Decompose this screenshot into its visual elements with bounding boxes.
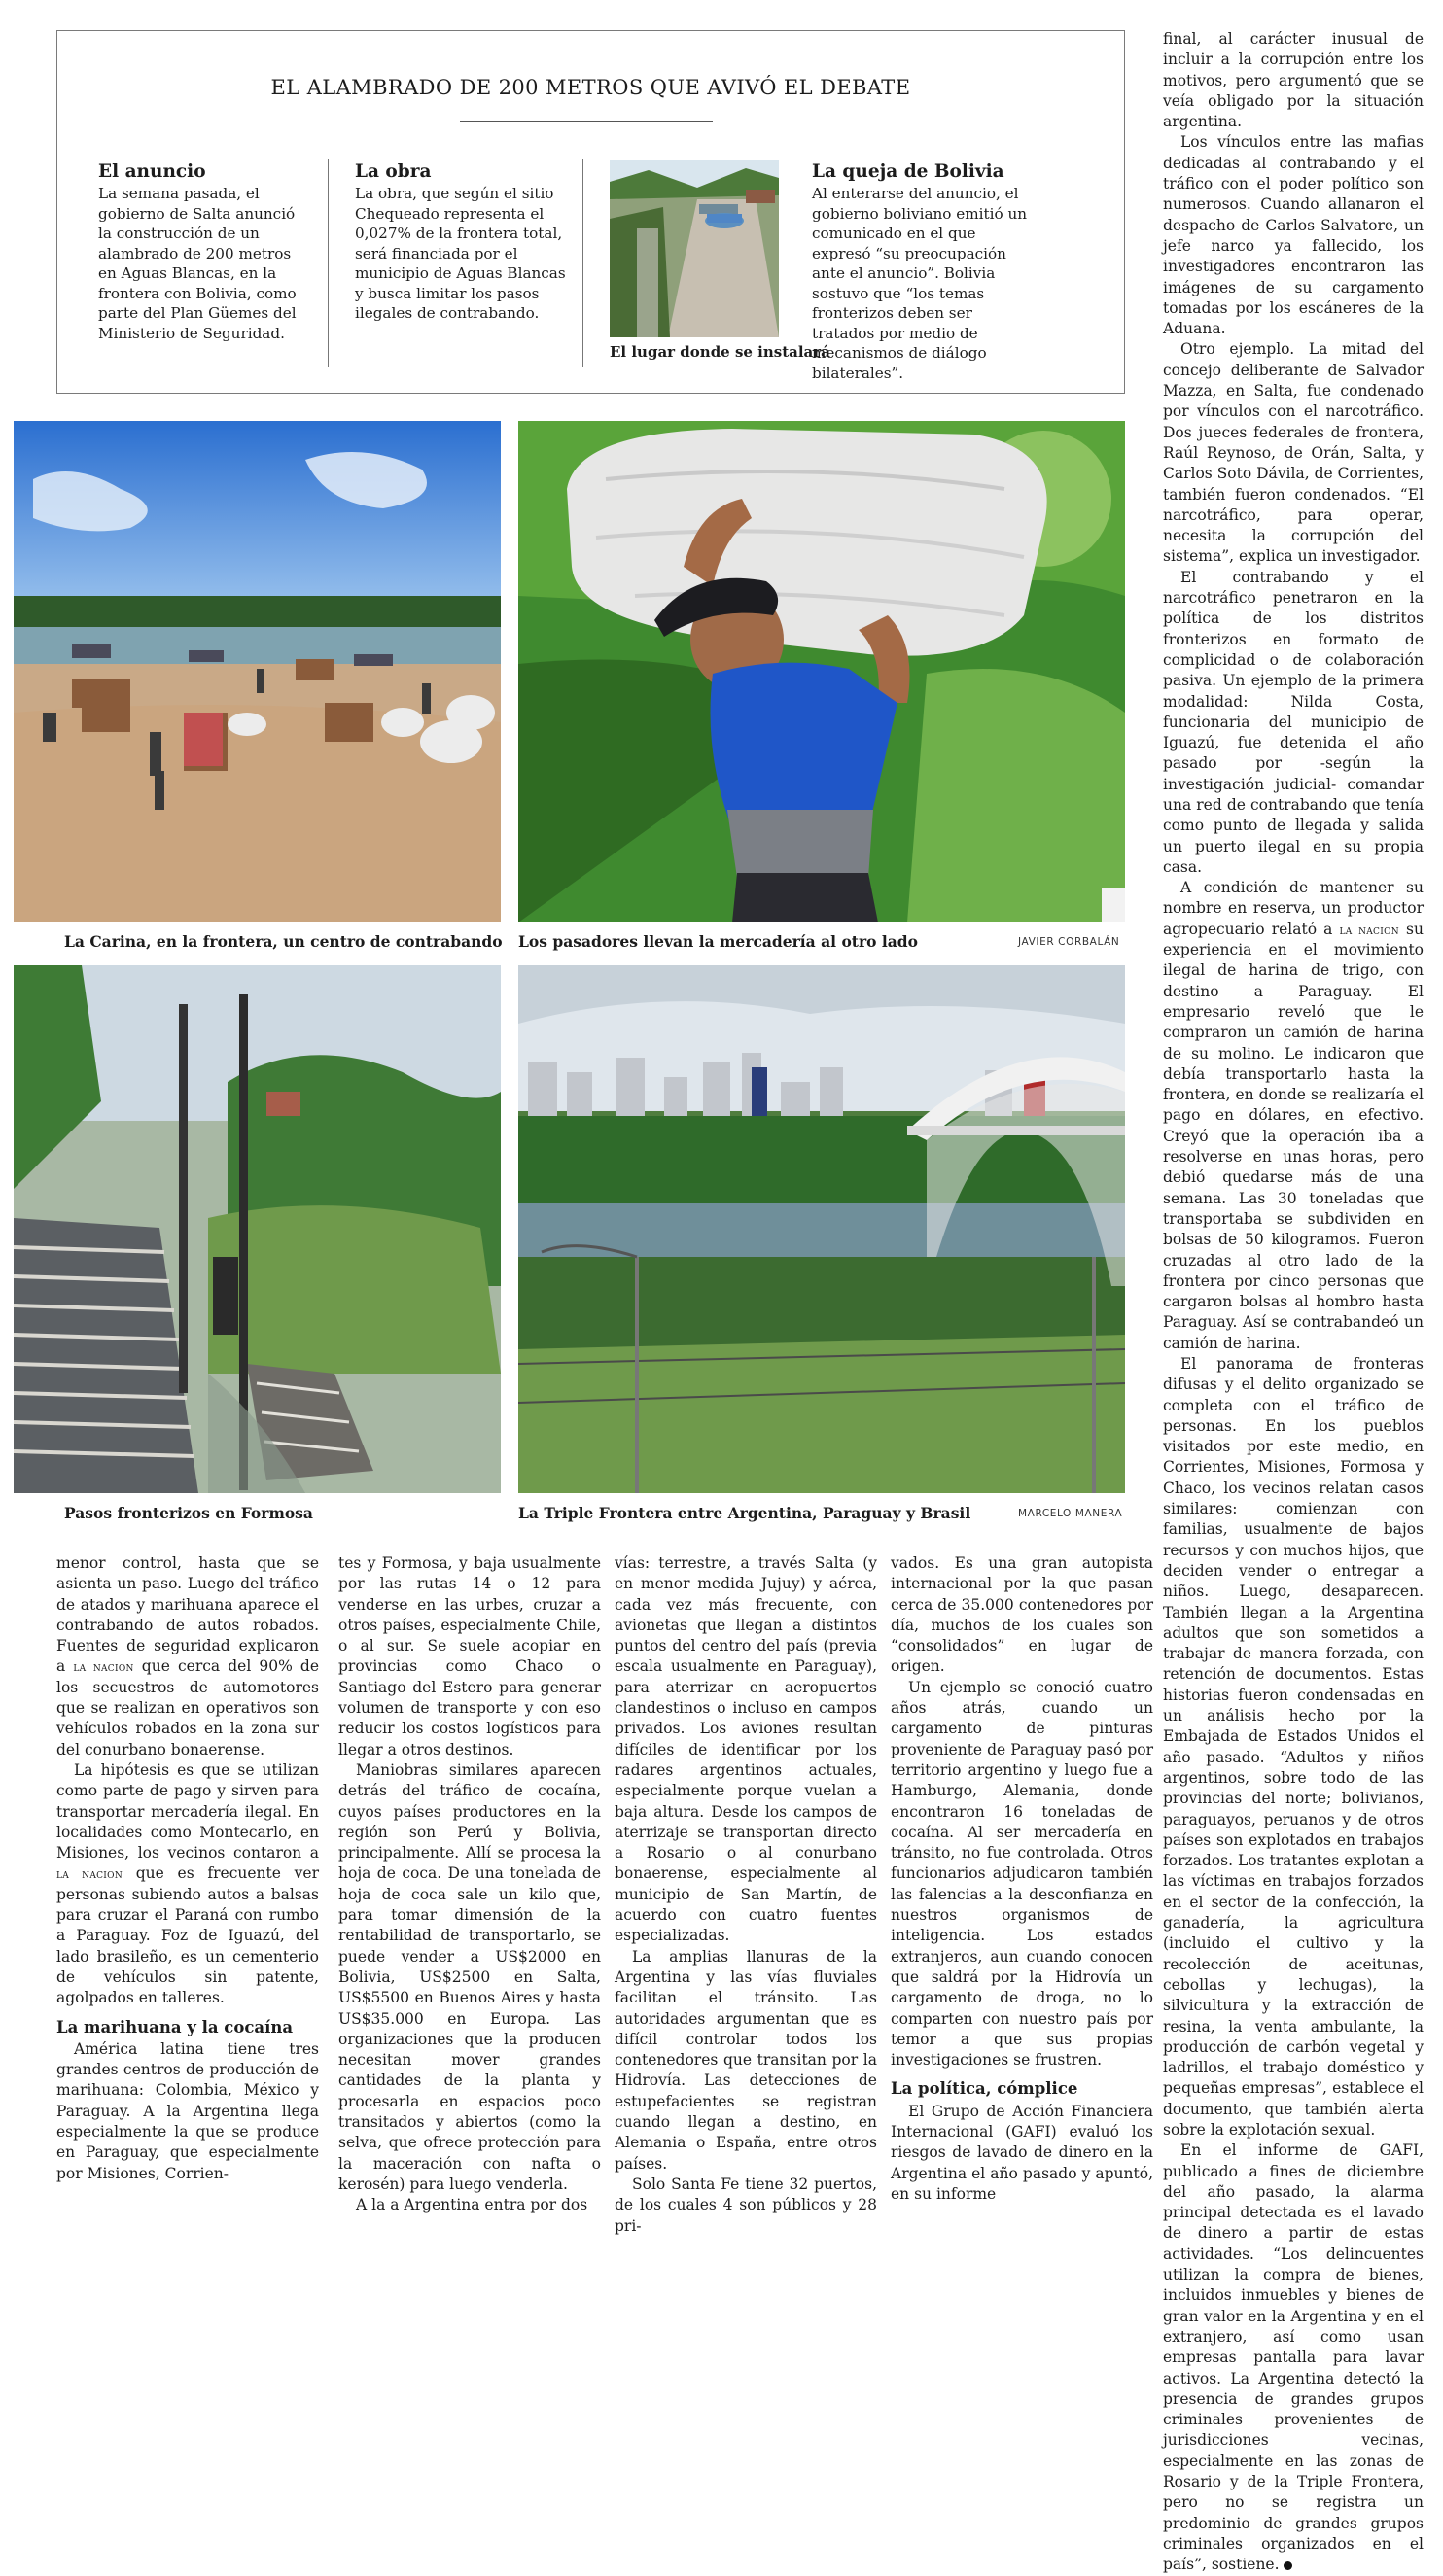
paragraph: Los vínculos entre las mafias dedicadas al contrabando y el tráfico con el poder político son numerosos. Cuando allanaron el despacho de Carlos Salvatore, un jefe narco ya fallecido, los investigadores encontraron las imágenes de su cargamento tomadas por los escáneres de la Aduana. bbox=[1163, 133, 1424, 338]
section-subhead: La política, cómplice bbox=[891, 2079, 1078, 2099]
paragraph: La amplias llanuras de la Argentina y las vías fluviales facilitan el tránsito. Las autoridades argumentan que es difícil controlar todos los contenedores que transitan por la Hidrovía. Las detecciones de estupefacientes se registran cuando llegan a destino, en Alemania o España, entre otros países. bbox=[615, 1947, 877, 2173]
photo-credit: MARCELO MANERA bbox=[1018, 1508, 1123, 1519]
paragraph bbox=[1163, 878, 1424, 1354]
text-run: menor control, hasta que se asienta un paso. Luego del tráfico de atados y marihuana aparece el contrabando de autos robados. Fuentes de seguridad explicaron a bbox=[56, 1554, 319, 1676]
info-column-obra bbox=[355, 161, 567, 324]
text-run: En el informe de GAFI, publicado a fines de diciembre del año pasado, la alarma principal detectada es el lavado de dinero a partir de estas actividades. “Los delincuentes utilizan la compra de bienes, incluidos inmuebles y bienes de gran valor en la Argentina y en el extranjero, así como usan empresas pantalla para lavar activos. La Argentina detectó la presencia de grandes grupos criminales provenientes de jurisdicciones vecinas, especialmente en las zonas de Rosario y de la Triple Frontera, pero no se registra un predominio de grandes grupos criminales organizados en el país”, sostiene. bbox=[1163, 2141, 1424, 2574]
infobox bbox=[56, 30, 1125, 394]
bottom-column-4 bbox=[891, 1553, 1153, 2205]
right-column bbox=[1163, 29, 1424, 2576]
info-column-bolivia bbox=[812, 161, 1036, 383]
text-run: que cerca del 90% de los secuestros de automotores que se realizan en operativos son vehículos robados en la zona sur del conurbano bonaerense. bbox=[56, 1657, 320, 1758]
column-divider bbox=[328, 159, 329, 367]
newspaper-name: la nacion bbox=[73, 1659, 134, 1675]
paragraph bbox=[56, 1553, 319, 1760]
lugar-caption: El lugar donde se instalará bbox=[610, 343, 830, 361]
title-rule bbox=[460, 121, 713, 122]
paragraph: El contrabando y el narcotráfico penetraron en la política de los distritos fronterizos en formato de complicidad o de colaboración pasiva. Un ejemplo de la primera modalidad: Nilda Costa, funcionaria del municipio de Iguazú, fue detenida el año pasado por -según la investigación judicial- comandar una red de contrabando que tenía como punto de llegada y salida un puerto ilegal en su propia casa. bbox=[1163, 568, 1424, 876]
text-run: su experiencia en el movimiento ilegal de harina de trigo, con destino a Paraguay. El empresario reveló que le compraron un camión de harina de su molino. Le indicaron que debía transportarlo hasta la frontera, en donde se realizaría el pago en dólares, en efectivo. Creyó que la operación iba a resolverse en unas horas, pero debió quedarse más de una semana. Las 30 toneladas que transportaba se subdividen en bolsas de 50 kilogramos. Fueron cruzadas al otro lado de la frontera por cinco personas que cargaron bolsas al hombro hasta Paraguay. Así se contrabandeó un camión de harina. bbox=[1163, 920, 1424, 1352]
newspaper-name: la nacion bbox=[56, 1866, 123, 1882]
bolivia-text: Al enterarse del anuncio, el gobierno boliviano emitió un comunicado en el que expresó “su preocupación ante el anuncio”. Bolivia sostuvo que “los temas fronterizos deben ser tratados por medio de mecanismos de diálogo bilaterales”. bbox=[812, 185, 1028, 382]
paragraph: tes y Formosa, y baja usualmente por las rutas 14 o 12 para venderse en las urbes, cruzar a otros países, especialmente Chile, o al sur. Se suele acopiar en provincias como Chaco o Santiago del Estero para generar volumen de transporte y con eso reducir los costos logísticos para llegar a otros destinos. bbox=[338, 1554, 601, 1758]
newspaper-name: la nacion bbox=[1339, 922, 1399, 937]
paragraph: El panorama de fronteras difusas y el delito organizado se completa con el tráfico de personas. En los pueblos visitados por este medio, en Corrientes, Misiones, Formosa y Chaco, los vecinos relatan casos similares: comienzan con familias, usualmente de bajos recursos y con muchos hijos, que deciden vender o entregar a niños. Luego, desaparecen. También llegan a la Argentina adultos que son sometidos a trabajar de manera forzada, con retención de documentos. Estas historias fueron condensadas en un análisis hecho por la Embajada de Estados Unidos el año pasado. “Adultos y niños argentinos, sobre todo de las provincias del norte; bolivianos, paraguayos, peruanos y de otros países son explotados en trabajos forzados. Los tratantes explotan a las víctimas en trabajos forzados en el sector de la confección, la ganadería, la agricultura (incluido el cultivo y la recolección de aceitunas, cebollas y lechugas), la silvicultura y la extracción de resina, la venta ambulante, la producción de carbón vegetal y ladrillos, el trabajo doméstico y pequeñas empresas”, establece el documento, que también alerta sobre la explotación sexual. bbox=[1163, 1355, 1424, 2139]
section-subhead: La marihuana y la cocaína bbox=[56, 2017, 294, 2036]
anuncio-heading: El anuncio bbox=[98, 161, 206, 182]
bottom-column-3 bbox=[615, 1553, 877, 2237]
formosa-photo bbox=[14, 965, 501, 1493]
aguas-blancas-photo bbox=[610, 160, 779, 337]
end-mark-icon bbox=[1284, 2561, 1292, 2570]
paragraph: Maniobras similares aparecen detrás del tráfico de cocaína, cuyos países productores en la región son Perú y Bolivia, principalmente. Allí se procesa la hoja de coca. De una tonelada de hoja de coca sale un kilo que, para tomar dimensión de la rentabilidad de transportarlo, se puede vender a US$2000 en Bolivia, US$2500 en Salta, US$5500 en Buenos Aires y hasta US$35.000 en Europa. Las organizaciones que la producen necesitan mover grandes cantidades de la planta y procesarla en espacios poco transitados y abiertos (como la selva, que ofrece protección para la maceración con nafta o kerosén) para luego venderla. bbox=[338, 1760, 601, 2193]
paragraph: El Grupo de Acción Financiera Internacional (GAFI) evaluó los riesgos de lavado de dinero en la Argentina el año pasado y apuntó, en su informe bbox=[891, 2102, 1153, 2203]
anuncio-text: La semana pasada, el gobierno de Salta anunció la construcción de un alambrado de 200 metros en Aguas Blancas, en la frontera con Bolivia, como parte del Plan Güemes del Ministerio de Seguridad. bbox=[98, 185, 297, 342]
triple-frontera-caption: La Triple Frontera entre Argentina, Paraguay y Brasil bbox=[518, 1504, 971, 1522]
paragraph: Otro ejemplo. La mitad del concejo deliberante de Salvador Mazza, en Salta, fue condenado por vínculos con el narcotráfico. Dos jueces federales de frontera, Raúl Reynoso, de Orán, Salta, y Carlos Soto Dávila, de Corrientes, también fueron condenados. “El narcotráfico, para operar, necesita la corrupción del sistema”, explica un investigador. bbox=[1163, 340, 1424, 566]
la-carina-photo bbox=[14, 421, 501, 922]
text-run: que es frecuente ver personas subiendo autos a balsas para cruzar el Paraná con rumbo a Paraguay. Foz de Iguazú, del lado brasileño, es un cementerio de vehículos sin patente, agolpados en talleres. bbox=[56, 1864, 319, 2007]
obra-text: La obra, que según el sitio Chequeado representa el 0,027% de la frontera total, será financiada por el municipio de Aguas Blancas y busca limitar los pasos ilegales de contrabando. bbox=[355, 185, 566, 322]
text-run: La hipótesis es que se utilizan como parte de pago y sirven para transportar mercadería ilegal. En localidades como Montecarlo, en Misiones, los vecinos contaron a bbox=[56, 1760, 319, 1862]
text-run: A condición de mantener su nombre en reserva, un productor agropecuario relató a bbox=[1163, 879, 1424, 938]
triple-frontera-photo bbox=[518, 965, 1125, 1493]
infobox-title: EL ALAMBRADO DE 200 METROS QUE AVIVÓ EL DEBATE bbox=[270, 76, 911, 99]
bolivia-heading: La queja de Bolivia bbox=[812, 161, 1004, 182]
pasadores-caption: Los pasadores llevan la mercadería al otro lado bbox=[518, 932, 918, 951]
photo-credit: JAVIER CORBALÁN bbox=[1018, 936, 1120, 948]
la-carina-caption: La Carina, en la frontera, un centro de contrabando bbox=[64, 932, 503, 951]
column-divider bbox=[582, 159, 583, 367]
paragraph: A la a Argentina entra por dos bbox=[356, 2196, 588, 2214]
obra-heading: La obra bbox=[355, 161, 432, 182]
paragraph: América latina tiene tres grandes centros de producción de marihuana: Colombia, México y Paraguay. A la Argentina llega especialmente la que se produce en Paraguay, que especialmente por Misiones, Corrien- bbox=[56, 2039, 319, 2182]
bottom-column-2 bbox=[338, 1553, 601, 2216]
paragraph: vados. Es una gran autopista internacional por la que pasan cerca de 35.000 contenedores por día, muchos de los cuales son “consolidados” en lugar de origen. bbox=[891, 1554, 1153, 1676]
paragraph: vías: terrestre, a través Salta (y en menor medida Jujuy) y aérea, cada vez más frecuente, con avionetas que llegan a distintos puntos del centro del país (previa escala usualmente en Paraguay), para aterrizar en aeropuertos clandestinos o incluso en campos privados. Los aviones resultan difíciles de identificar por los radares argentinos actuales, especialmente porque vuelan a baja altura. Desde los campos de aterrizaje se transportan directo a Rosario o al conurbano bonaerense, especialmente al municipio de San Martín, de acuerdo con cuatro fuentes especializadas. bbox=[615, 1554, 877, 1945]
paragraph bbox=[56, 1760, 319, 2009]
pasadores-photo bbox=[518, 421, 1125, 922]
paragraph: Un ejemplo se conoció cuatro años atrás, cuando un cargamento de pinturas proveniente de Paraguay pasó por territorio argentino y luego fue a Hamburgo, Alemania, donde encontraron 16 toneladas de cocaína. Al ser mercadería en tránsito, no fue controlada. Otros funcionarios adjudicaron también las falencias a la desconfianza en nuestros organismos de inteligencia. Los estados extranjeros, aun cuando conocen que saldrá por la Hidrovía un cargamento de droga, no lo comparten con nuestro país por temor a que sus propias investigaciones se frustren. bbox=[891, 1678, 1153, 2070]
paragraph: Solo Santa Fe tiene 32 puertos, de los cuales 4 son públicos y 28 pri- bbox=[615, 2175, 877, 2235]
bottom-column-1 bbox=[56, 1553, 319, 2184]
paragraph: final, al carácter inusual de incluir a la corrupción entre los motivos, pero argumentó que se veía obligado por la situación argentina. bbox=[1163, 30, 1424, 131]
paragraph bbox=[1163, 2141, 1424, 2575]
formosa-caption: Pasos fronterizos en Formosa bbox=[64, 1504, 313, 1522]
info-column-anuncio bbox=[98, 161, 310, 343]
